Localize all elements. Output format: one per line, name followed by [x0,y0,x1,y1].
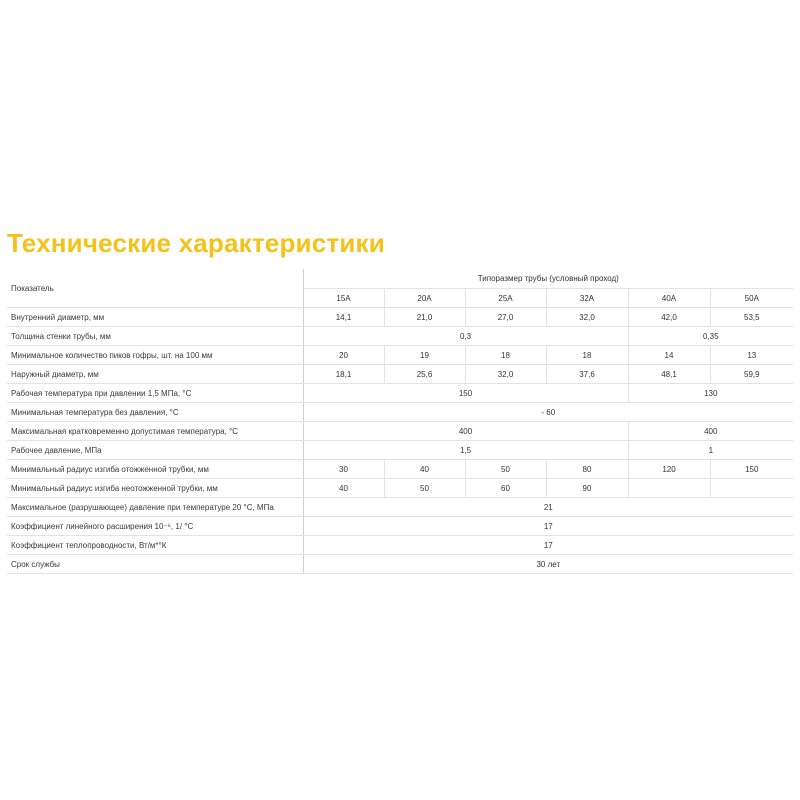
table-row [7,460,793,479]
indicator-header: Показатель [7,269,303,308]
pipe-size-header: 25А [465,289,546,308]
pipe-size-header: 32А [546,289,628,308]
value-cell: 14 [628,346,710,365]
row-label: Внутренний диаметр, мм [7,308,303,327]
value-cell: 60 [465,479,546,498]
table-row [7,422,793,441]
value-cell: 90 [546,479,628,498]
value-cell: 27,0 [465,308,546,327]
value-cell: 48,1 [628,365,710,384]
value-cell: 17 [303,517,793,536]
value-cell: 130 [628,384,793,403]
value-cell: 0,3 [303,327,628,346]
value-cell [710,479,793,498]
value-cell: 37,6 [546,365,628,384]
row-label: Коэффициент теплопроводности, Вт/м*°К [7,536,303,555]
row-label: Срок службы [7,555,303,574]
value-cell [628,479,710,498]
row-label: Минимальный радиус изгиба отожженной трубки, мм [7,460,303,479]
table-row [7,555,793,574]
value-cell: 14,1 [303,308,384,327]
value-cell: 13 [710,346,793,365]
value-cell: 40 [303,479,384,498]
row-label: Наружный диаметр, мм [7,365,303,384]
value-cell: 40 [384,460,465,479]
row-label: Толщина стенки трубы, мм [7,327,303,346]
value-cell: 32,0 [465,365,546,384]
value-cell: 30 лет [303,555,793,574]
page-title: Технические характеристики [7,228,385,258]
value-cell: 19 [384,346,465,365]
value-cell: 53,5 [710,308,793,327]
row-label: Рабочая температура при давлении 1,5 МПа, °С [7,384,303,403]
value-cell: 21,0 [384,308,465,327]
value-cell: 50 [384,479,465,498]
table-header-row [7,269,793,289]
value-cell: 17 [303,536,793,555]
value-cell: 400 [303,422,628,441]
specifications-table [7,269,793,574]
table-row [7,403,793,422]
value-cell: 59,9 [710,365,793,384]
pipe-size-header: 50А [710,289,793,308]
value-cell: 21 [303,498,793,517]
table-row [7,308,793,327]
table-row [7,346,793,365]
table-row [7,441,793,460]
table-row [7,517,793,536]
row-label: Максимальное (разрушающее) давление при температуре 20 °С, МПа [7,498,303,517]
row-label: Рабочее давление, МПа [7,441,303,460]
value-cell: 0,35 [628,327,793,346]
value-cell: 1 [628,441,793,460]
pipe-size-header: 15А [303,289,384,308]
row-label: Максимальная кратковременно допустимая температура, °С [7,422,303,441]
value-cell: 150 [303,384,628,403]
value-cell: 50 [465,460,546,479]
value-cell: 150 [710,460,793,479]
pipe-size-group-header: Типоразмер трубы (условный проход) [303,269,793,289]
value-cell: 32,0 [546,308,628,327]
value-cell: 25,6 [384,365,465,384]
row-label: Минимальный радиус изгиба неотожженной трубки, мм [7,479,303,498]
table-row [7,536,793,555]
table-row [7,384,793,403]
value-cell: 18 [465,346,546,365]
value-cell: - 60 [303,403,793,422]
value-cell: 400 [628,422,793,441]
row-label: Минимальное количество пиков гофры, шт. на 100 мм [7,346,303,365]
row-label: Коэффициент линейного расширения 10⁻⁶, 1/ °С [7,517,303,536]
table-row [7,365,793,384]
value-cell: 80 [546,460,628,479]
value-cell: 1,5 [303,441,628,460]
specifications-table-body [7,269,793,574]
row-label: Минимальная температура без давления, °С [7,403,303,422]
table-row [7,498,793,517]
value-cell: 18 [546,346,628,365]
value-cell: 18,1 [303,365,384,384]
table-row [7,327,793,346]
value-cell: 120 [628,460,710,479]
pipe-size-header: 20А [384,289,465,308]
table-row [7,479,793,498]
pipe-size-header: 40А [628,289,710,308]
value-cell: 42,0 [628,308,710,327]
value-cell: 30 [303,460,384,479]
value-cell: 20 [303,346,384,365]
